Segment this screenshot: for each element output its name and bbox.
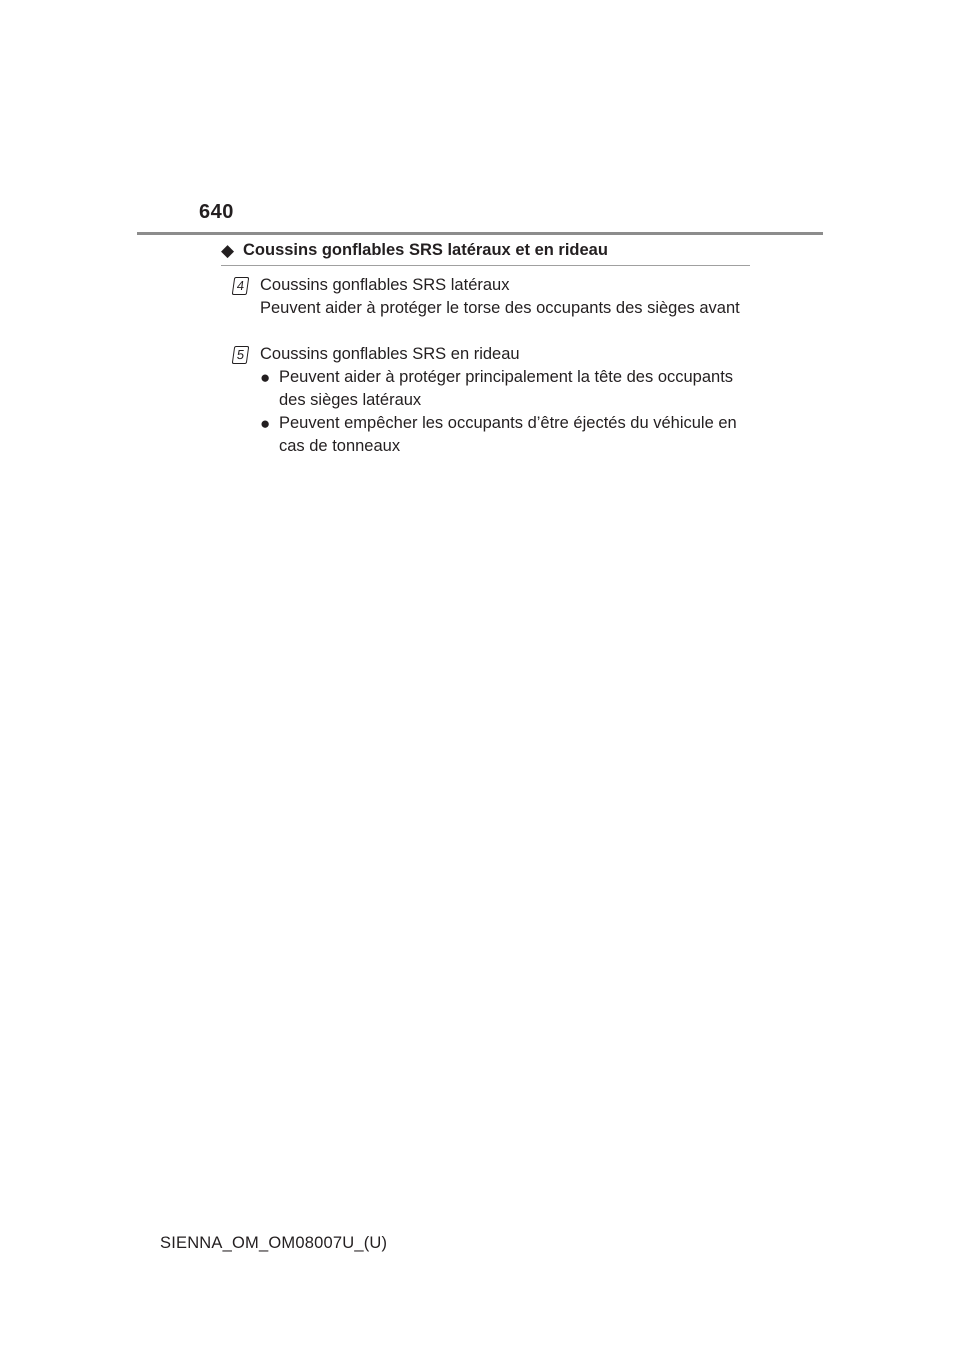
list-item-curtain-airbags <box>233 343 745 458</box>
section-title-text: Coussins gonflables SRS latéraux et en rideau <box>243 241 608 259</box>
item-title: Coussins gonflables SRS en rideau <box>260 345 520 363</box>
item-number-badge: 5 <box>232 346 250 364</box>
section-title <box>221 241 608 260</box>
item-number-badge: 4 <box>232 277 250 295</box>
bullet-dot-icon: ● <box>260 414 271 433</box>
bullet-item: ● Peuvent empêcher les occupants d’être éjectés du véhicule en cas de tonneaux <box>260 414 737 455</box>
item-title: Coussins gonflables SRS latéraux <box>260 276 510 294</box>
page-number: 640 <box>199 201 234 223</box>
bullet-dot-icon: ● <box>260 368 271 387</box>
header-rule <box>137 232 823 235</box>
list-item-side-airbags <box>233 274 745 320</box>
bullet-item: ● Peuvent aider à protéger principalement la tête des occupants des sièges latéraux <box>260 368 734 409</box>
item-description: Peuvent aider à protéger le torse des occupants des sièges avant <box>260 299 740 317</box>
diamond-bullet-icon: ◆ <box>221 241 235 260</box>
section-rule <box>221 265 750 266</box>
footer-document-code: SIENNA_OM_OM08007U_(U) <box>160 1234 388 1252</box>
bullet-list <box>260 366 745 458</box>
